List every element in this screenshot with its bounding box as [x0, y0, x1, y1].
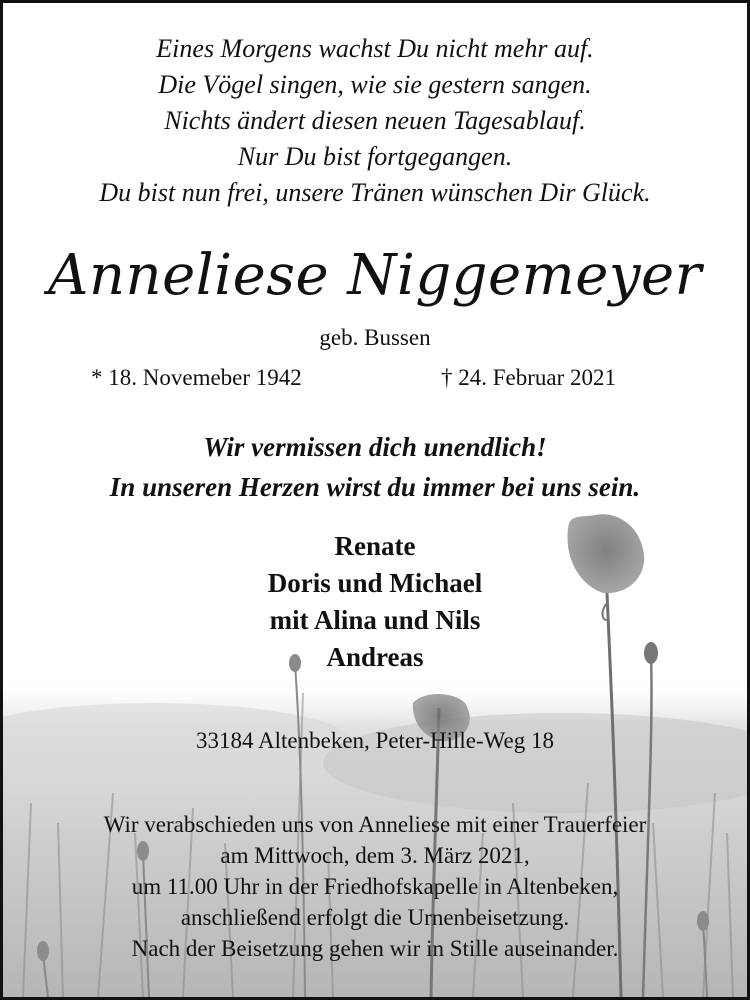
mourners-list: [3, 528, 747, 676]
poem-line: Nichts ändert diesen neuen Tagesablauf.: [164, 106, 586, 135]
service-line: Nach der Beisetzung gehen wir in Stille auseinander.: [131, 936, 619, 961]
poem-line: Nur Du bist fortgegangen.: [237, 142, 513, 171]
mourner-name: Doris und Michael: [267, 568, 483, 598]
service-info: [3, 809, 747, 964]
mourner-name: mit Alina und Nils: [269, 605, 481, 635]
death-date: † 24. Februar 2021: [441, 365, 617, 390]
motto-line: Wir vermissen dich unendlich!: [203, 432, 547, 462]
motto-line: In unseren Herzen wirst du immer bei uns sein.: [109, 472, 641, 502]
maiden-name: geb. Bussen: [319, 325, 431, 350]
poem-line: Eines Morgens wachst Du nicht mehr auf.: [156, 34, 594, 63]
birth-date: * 18. Novemeber 1942: [91, 365, 302, 390]
deceased-name: Anneliese Niggemeyer: [48, 243, 702, 308]
service-line: anschließend erfolgt die Urnenbeisetzung.: [180, 905, 570, 930]
service-line: um 11.00 Uhr in der Friedhofskapelle in Altenbeken,: [131, 874, 619, 899]
poem-line: Du bist nun frei, unsere Tränen wünschen Dir Glück.: [99, 178, 651, 207]
address: 33184 Altenbeken, Peter-Hille-Weg 18: [196, 728, 554, 753]
service-line: am Mittwoch, dem 3. März 2021,: [220, 843, 530, 868]
mourner-name: Renate: [334, 531, 416, 561]
motto: [3, 427, 747, 507]
poem: [3, 31, 747, 211]
service-line: Wir verabschieden uns von Anneliese mit einer Trauerfeier: [103, 812, 647, 837]
poem-line: Die Vögel singen, wie sie gestern sangen.: [158, 70, 592, 99]
mourner-name: Andreas: [326, 642, 424, 672]
